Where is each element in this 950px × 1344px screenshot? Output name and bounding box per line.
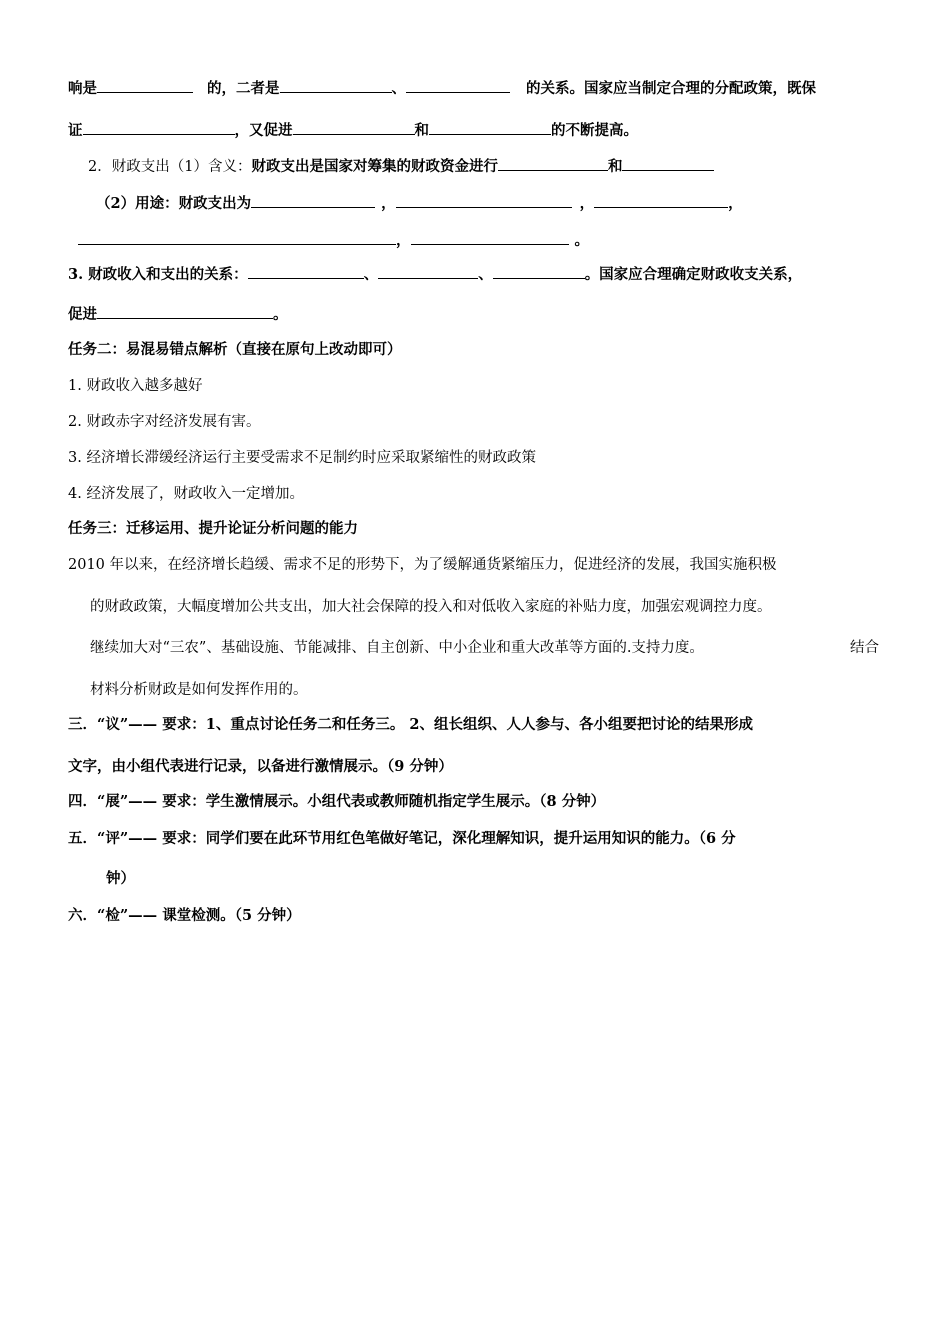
text: 、 <box>363 266 379 283</box>
blank-field[interactable] <box>396 193 572 208</box>
fill-line-6 <box>68 264 802 285</box>
text: 的不断提高。 <box>551 122 638 139</box>
text: 2．财政支出（1）含义： <box>88 159 252 175</box>
blank-field[interactable] <box>378 264 478 279</box>
fill-line-5 <box>78 230 589 251</box>
text: 。国家应合理确定财政收支关系， <box>584 266 803 283</box>
text: 、 <box>391 80 406 97</box>
step-discuss-cont: 文字，由小组代表进行记录，以备进行激情展示。（9 分钟） <box>68 758 453 775</box>
text: 的，二者是 <box>207 80 280 97</box>
fill-line-7 <box>68 304 288 325</box>
text: 促进 <box>68 306 97 323</box>
task3-paragraph-line: 继续加大对“三农”、基础设施、节能减排、自主创新、中小企业和重大改革等方面的.支持力度。 <box>90 640 704 656</box>
task2-item: 1. 财政收入越多越好 <box>68 378 203 394</box>
blank-field[interactable] <box>83 120 235 135</box>
step-discuss: 三．“议”—— 要求：1、重点讨论任务二和任务三。 2、组长组织、人人参与、各小组要把讨论的结果形成 <box>68 716 753 733</box>
step-present: 四．“展”—— 要求：学生激情展示。小组代表或教师随机指定学生展示。（8 分钟） <box>68 793 606 810</box>
text: 。 <box>273 306 288 323</box>
text: 和 <box>607 158 623 175</box>
blank-field[interactable] <box>97 78 193 93</box>
task3-paragraph-line: 结合 <box>850 640 879 656</box>
blank-field[interactable] <box>406 78 510 93</box>
blank-field[interactable] <box>97 304 273 319</box>
text: 和 <box>414 122 429 139</box>
text: ， <box>396 232 411 249</box>
text: 的关系。国家应当制定合理的分配政策，既保 <box>526 80 816 97</box>
task2-item: 4. 经济发展了，财政收入一定增加。 <box>68 486 304 502</box>
text: ， <box>579 195 595 212</box>
fill-line-4 <box>96 193 743 214</box>
task2-item: 2. 财政赤字对经济发展有害。 <box>68 414 261 430</box>
blank-field[interactable] <box>251 193 375 208</box>
blank-field[interactable] <box>498 156 608 171</box>
text: 。 <box>574 232 589 249</box>
task2-item: 3. 经济增长滞缓经济运行主要受需求不足制约时应采取紧缩性的财政政策 <box>68 450 536 466</box>
step-check: 六．“检”—— 课堂检测。（5 分钟） <box>68 907 301 924</box>
text: 3. 财政收入和支出的关系： <box>68 266 248 283</box>
task3-paragraph-line: 材料分析财政是如何发挥作用的。 <box>90 682 308 698</box>
text: 、 <box>478 266 493 283</box>
task3-paragraph-line: 的财政政策，大幅度增加公共支出，加大社会保障的投入和对低收入家庭的补贴力度，加强宏观调控力度。 <box>90 599 772 615</box>
fill-line-1 <box>68 78 816 99</box>
text: （2）用途：财政支出为 <box>96 195 252 212</box>
blank-field[interactable] <box>248 264 364 279</box>
task2-heading: 任务二：易混易错点解析（直接在原句上改动即可） <box>68 341 402 358</box>
text: ， <box>381 195 396 212</box>
blank-field[interactable] <box>411 230 569 245</box>
task3-heading: 任务三：迁移运用、提升论证分析问题的能力 <box>68 520 358 537</box>
text: ，又促进 <box>234 122 293 139</box>
fill-line-2 <box>68 120 638 141</box>
step-review: 五．“评”—— 要求：同学们要在此环节用红色笔做好笔记，深化理解知识，提升运用知识的能力。（6 分 <box>68 830 736 847</box>
blank-field[interactable] <box>429 120 551 135</box>
text: ， <box>728 195 743 212</box>
blank-field[interactable] <box>493 264 585 279</box>
blank-field[interactable] <box>594 193 728 208</box>
task3-paragraph-line: 2010 年以来，在经济增长趋缓、需求不足的形势下，为了缓解通货紧缩压力，促进经济的发展，我国实施积极 <box>68 557 777 573</box>
blank-field[interactable] <box>280 78 392 93</box>
blank-field[interactable] <box>293 120 415 135</box>
fill-line-3 <box>88 156 714 177</box>
text: 响是 <box>68 80 97 97</box>
blank-field[interactable] <box>78 230 396 245</box>
text: 证 <box>68 122 83 139</box>
text: 财政支出是国家对筹集的财政资金进行 <box>251 158 498 175</box>
blank-field[interactable] <box>622 156 714 171</box>
step-review-cont: 钟） <box>106 870 135 887</box>
